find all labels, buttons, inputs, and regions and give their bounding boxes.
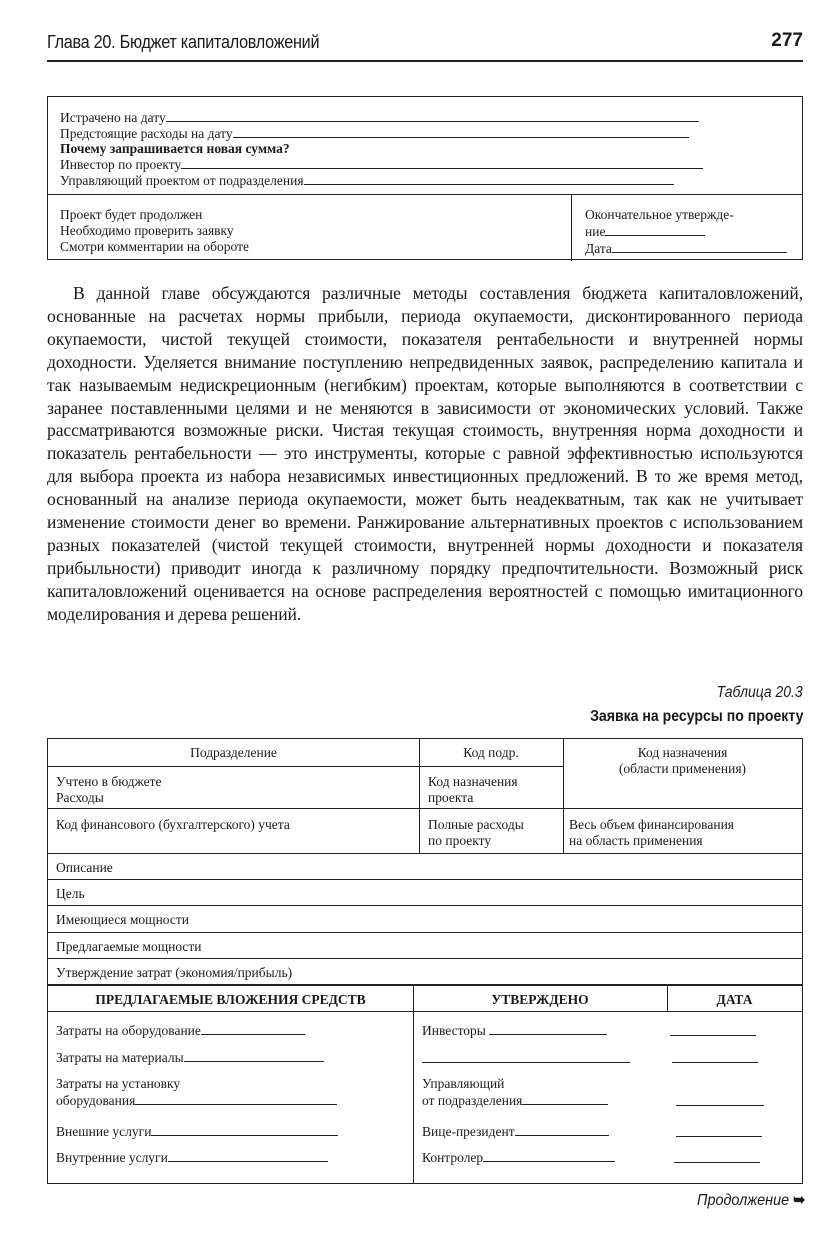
grid-line bbox=[48, 1011, 802, 1012]
installation-line: Затраты на установку оборудования bbox=[56, 1076, 337, 1109]
internal-services-line: Внутренние услуги bbox=[56, 1149, 328, 1166]
project-request-table bbox=[47, 738, 803, 1184]
code-header: Код подр. bbox=[463, 745, 519, 760]
final-approval-line: ние bbox=[585, 223, 795, 240]
grid-line bbox=[48, 853, 802, 854]
final-approval-label: Окончательное утвержде- bbox=[585, 207, 734, 222]
continuation-note: Продолжение ➥ bbox=[696, 1192, 805, 1209]
grid-line bbox=[48, 932, 802, 933]
body-paragraph: В данной главе обсуждаются различные методы составления бюджета капиталовложений, основанные на расчетах нормы прибыли, периода окупаемости, дисконтированного периода окупаемости, чистой текущей стоимости, показателя рентабельности и внутренней нормы доходности. Уделяется внимание поступлению непредвиденных заявок, распределению капитала и так называемым недискреционным (негибким) проектам, которые выполняются в соответствии с заранее поставленными целями и не меняются в зависимости от экономических условий. Также рассматриваются возможные риски. Чистая текущая стоимость, внутренняя норма доходности и показатель рентабельности — это инструменты, которые с равной эффективностью используются для выбора проекта из набора независимых инвестиционных предложений. В то же время метод, основанный на анализе периода окупаемости, может быть неадекватным, так как не учитывает изменение стоимости денег во времени. Ранжирование альтернативных проектов с использованием разных показателей (чистой текущей стоимости, внутренней нормы доходности и показателя прибыльности) приводит иногда к различному порядку предпочтительности. Возможный риск капиталовложений оценивается на основе распределения вероятностей с помощью имитационного моделирования и дерева решений. bbox=[47, 283, 803, 624]
final-approval-date: Дата bbox=[585, 240, 795, 257]
manager-line: Управляющий проектом от подразделения bbox=[60, 172, 674, 189]
total-funding-cell: Весь объем финансирования на область применения bbox=[569, 817, 735, 848]
description-row: Описание bbox=[56, 860, 113, 875]
form-divider bbox=[571, 194, 572, 261]
page-header bbox=[47, 30, 803, 62]
grid-line bbox=[48, 766, 563, 767]
grid-line bbox=[48, 984, 802, 986]
controller-approval-line: Контролер bbox=[422, 1149, 615, 1166]
proposed-capacity-row: Предлагаемые мощности bbox=[56, 939, 202, 954]
goal-row: Цель bbox=[56, 886, 85, 901]
continue-option: Проект будет продолжен bbox=[60, 207, 203, 222]
comments-option: Смотри комментарии на обороте bbox=[60, 239, 250, 254]
why-new-line: Почему запрашивается новая сумма? bbox=[60, 141, 290, 156]
blank-approval-line bbox=[422, 1062, 630, 1063]
cost-approval-row: Утверждение затрат (экономия/прибыль) bbox=[56, 965, 293, 980]
budget-cell: Учтено в бюджете Расходы bbox=[56, 774, 162, 805]
acct-code-cell: Код финансового (бухгалтерского) учета bbox=[56, 817, 290, 832]
total-cost-cell: Полные расходы по проекту bbox=[428, 817, 524, 848]
table-title: Заявка на ресурсы по проекту bbox=[589, 708, 803, 725]
spent-line: Истрачено на дату bbox=[60, 109, 699, 126]
continuation-arrow-icon: ➥ bbox=[792, 1192, 805, 1209]
equipment-line: Затраты на оборудование bbox=[56, 1022, 305, 1039]
dept-header: Подразделение bbox=[190, 745, 277, 760]
project-code-cell: Код назначения проекта bbox=[428, 774, 518, 805]
approval-form bbox=[47, 96, 803, 260]
materials-line: Затраты на материалы bbox=[56, 1049, 324, 1066]
investors-line: Инвесторы bbox=[422, 1022, 607, 1039]
investments-header: ПРЕДЛАГАЕМЫЕ ВЛОЖЕНИЯ СРЕДСТВ bbox=[95, 992, 366, 1007]
date-line bbox=[672, 1062, 758, 1063]
date-line bbox=[670, 1035, 756, 1036]
grid-line bbox=[48, 879, 802, 880]
date-line bbox=[674, 1162, 760, 1163]
form-status-options bbox=[60, 207, 249, 255]
grid-line bbox=[48, 808, 802, 809]
grid-line bbox=[48, 958, 802, 959]
upcoming-line: Предстоящие расходы на дату bbox=[60, 125, 689, 142]
final-approval bbox=[585, 207, 795, 257]
date-line bbox=[676, 1105, 764, 1106]
date-line bbox=[676, 1136, 762, 1137]
purpose-header: Код назначения (области применения) bbox=[618, 745, 747, 776]
approved-header: УТВЕРЖДЕНО bbox=[491, 992, 589, 1007]
chapter-title: Глава 20. Бюджет капиталовложений bbox=[47, 32, 320, 52]
grid-line bbox=[48, 905, 802, 906]
manager-approval-line: Управляющий от подразделения bbox=[422, 1076, 608, 1109]
table-caption: Таблица 20.3 bbox=[716, 684, 803, 701]
date-header: ДАТА bbox=[716, 992, 753, 1007]
investor-line: Инвестор по проекту bbox=[60, 156, 703, 173]
vp-approval-line: Вице-президент bbox=[422, 1123, 609, 1140]
page-number: 277 bbox=[771, 30, 803, 51]
recheck-option: Необходимо проверить заявку bbox=[60, 223, 234, 238]
grid-line bbox=[413, 985, 414, 1183]
existing-capacity-row: Имеющиеся мощности bbox=[56, 912, 190, 927]
external-services-line: Внешние услуги bbox=[56, 1123, 338, 1140]
